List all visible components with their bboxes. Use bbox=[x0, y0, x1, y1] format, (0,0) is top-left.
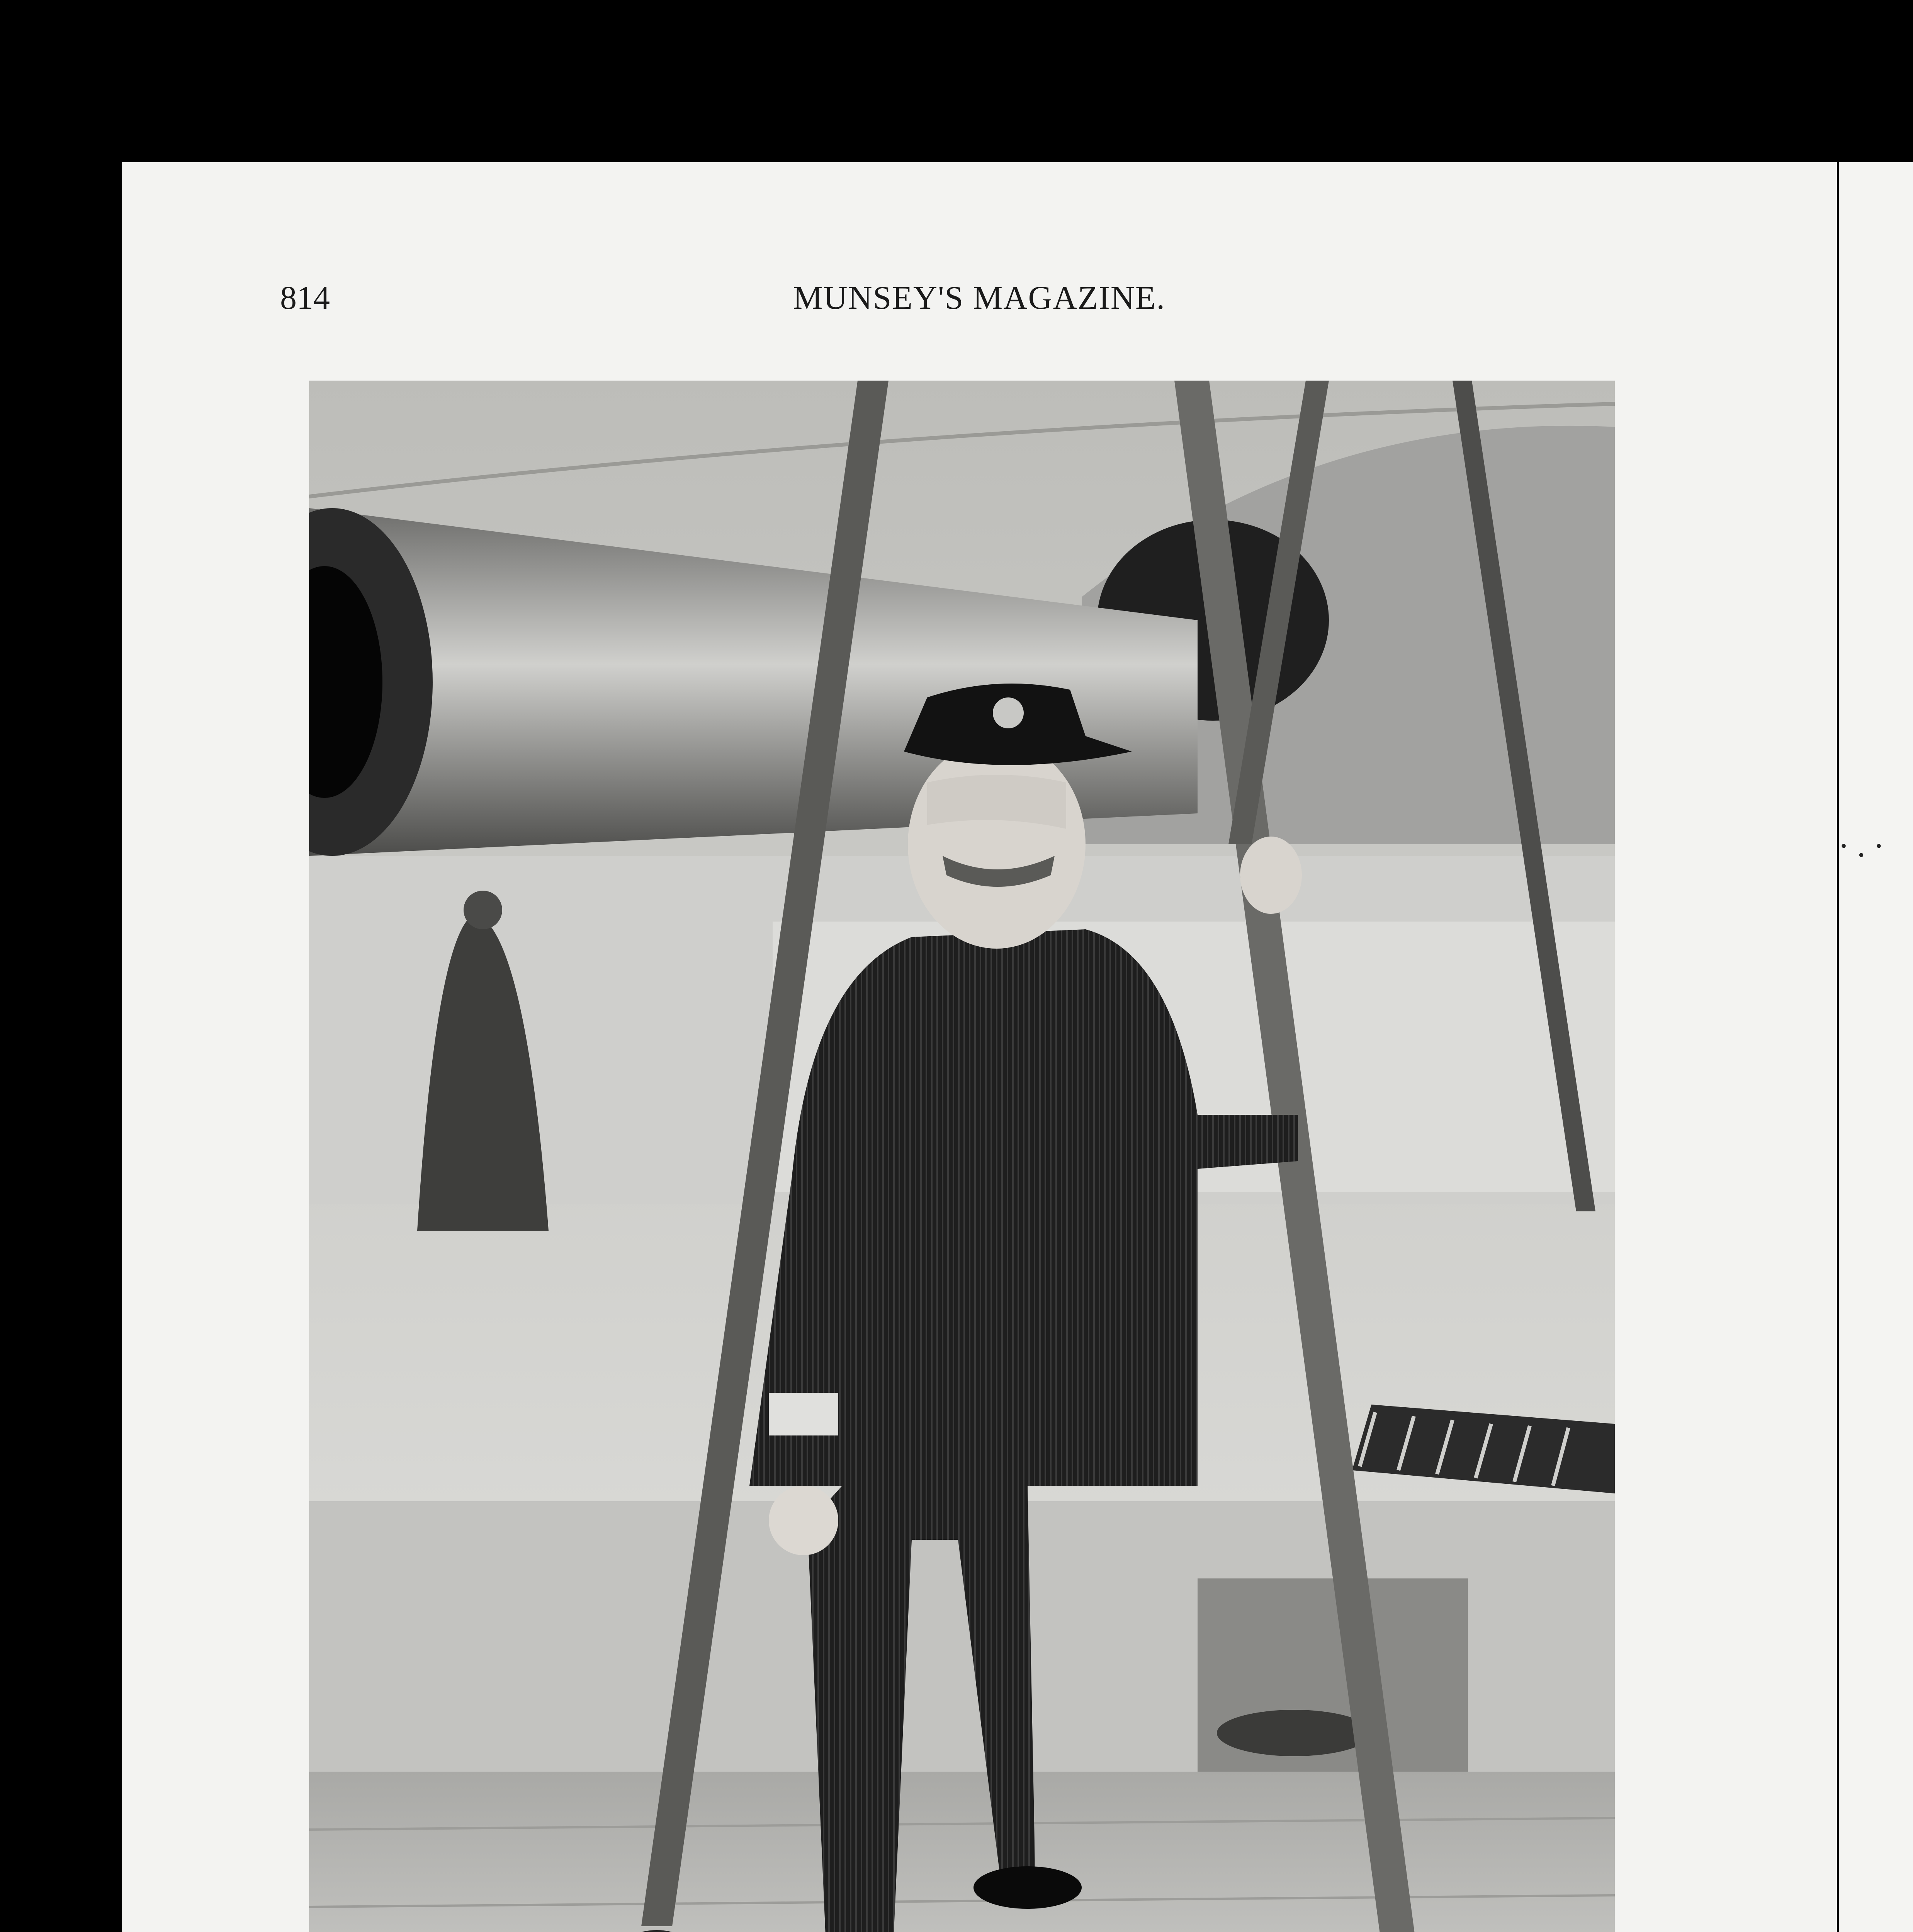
stray-marks: ·.· bbox=[1839, 828, 1892, 864]
page-number: 814 bbox=[280, 279, 330, 316]
photo-illustration bbox=[309, 381, 1615, 1932]
page-header bbox=[280, 278, 1679, 325]
portrait-photograph bbox=[309, 381, 1615, 1932]
adjacent-page-edge bbox=[1839, 162, 1913, 1932]
magazine-title: MUNSEY'S MAGAZINE. bbox=[793, 279, 1166, 316]
